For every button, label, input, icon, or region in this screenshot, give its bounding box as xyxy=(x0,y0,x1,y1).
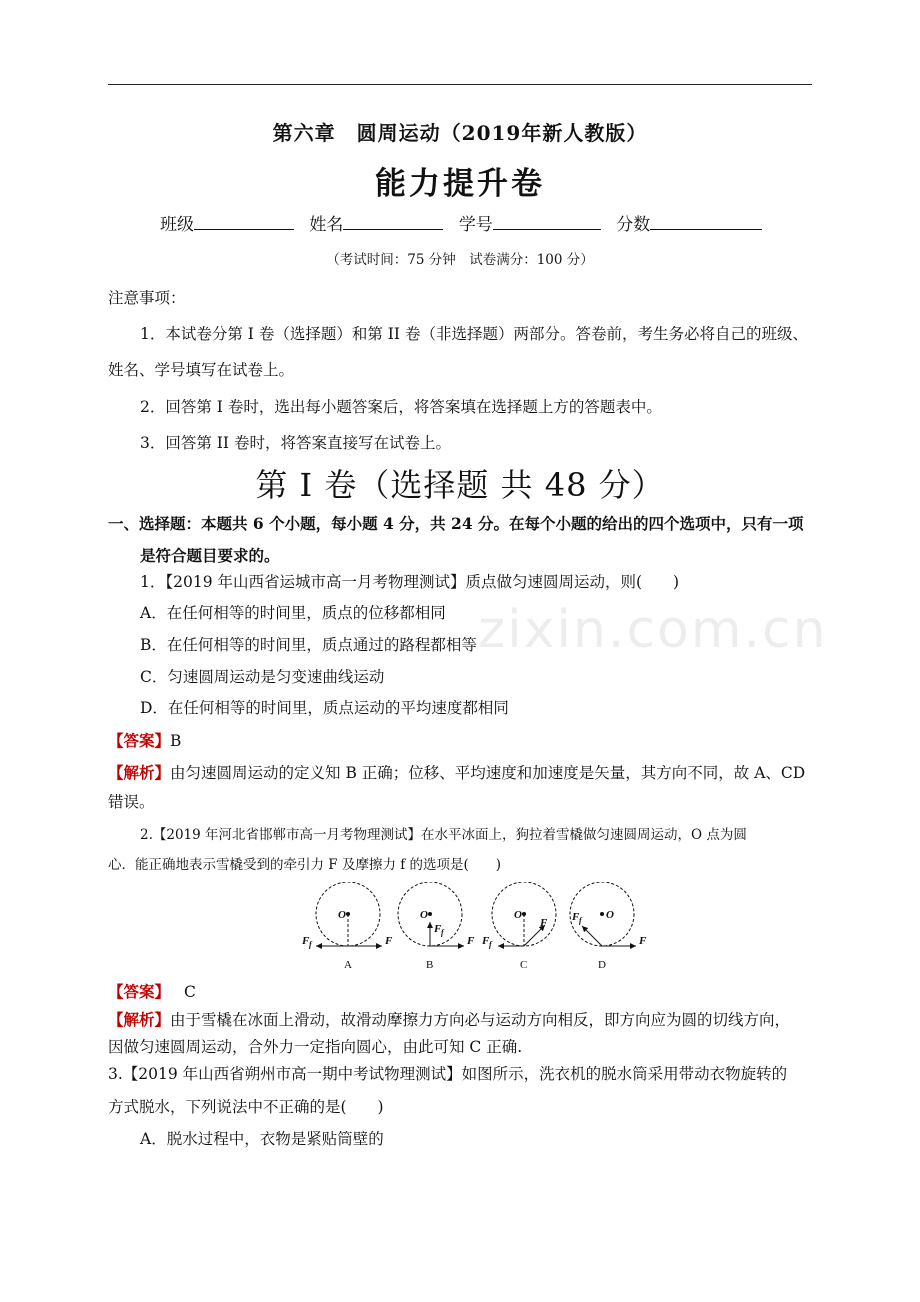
q1-analysis-text: 由匀速圆周运动的定义知 B 正确；位移、平均速度和加速度是矢量，其方向不同，故 A、CD xyxy=(170,764,806,782)
q1-answer xyxy=(108,730,181,752)
q1-option-b: B．在任何相等的时间里，质点通过的路程都相等 xyxy=(140,636,477,654)
q2-answer-tag: 【答案】 xyxy=(108,982,171,1001)
diagram-c-force-f: F xyxy=(482,935,490,947)
notice-item-1a: 1．本试卷分第 I 卷（选择题）和第 II 卷（非选择题）两部分。答卷前，考生务必将自己的班级、 xyxy=(140,325,808,343)
q3-option-a: A．脱水过程中，衣物是紧贴筒壁的 xyxy=(140,1130,384,1148)
chapter-title: 第六章 圆周运动（2019年新人教版） xyxy=(272,121,648,145)
diagram-d-center-label: O xyxy=(606,909,614,921)
section-title: 第 I 卷（选择题 共 48 分） xyxy=(255,466,665,504)
time-note: （考试时间：75 分钟 试卷满分：100 分） xyxy=(326,252,594,268)
q1-answer-tag: 【答案】 xyxy=(108,731,171,750)
diagram-a-force-f: F xyxy=(302,935,310,947)
q2-stem-1: 2.【2019 年河北省邯郸市高一月考物理测试】在水平冰面上，狗拉着雪橇做匀速圆周运动，O 点为圆 xyxy=(140,827,747,843)
q1-option-d: D．在任何相等的时间里，质点运动的平均速度都相同 xyxy=(140,699,509,717)
q1-option-c: C．匀速圆周运动是匀变速曲线运动 xyxy=(140,668,385,686)
diagram-d-force-f-sub: f xyxy=(579,916,582,925)
header-rule xyxy=(108,84,812,85)
field-score-blank[interactable] xyxy=(650,213,762,230)
notice-heading: 注意事项： xyxy=(108,289,186,307)
diagram-a-label: A xyxy=(344,959,352,971)
field-id-blank[interactable] xyxy=(493,213,601,230)
diagram-c-label: C xyxy=(520,959,528,971)
diagram-option-a xyxy=(301,882,393,971)
q1-option-a: A．在任何相等的时间里，质点的位移都相同 xyxy=(140,604,446,622)
field-name-blank[interactable] xyxy=(343,213,443,230)
diagram-b-force-f-sub: f xyxy=(441,928,444,937)
field-class-blank[interactable] xyxy=(194,213,294,230)
diagram-option-b xyxy=(398,882,475,971)
field-name-label: 姓名 xyxy=(309,215,344,235)
field-score-label: 分数 xyxy=(616,215,651,235)
diagram-a-center-label: O xyxy=(338,909,346,921)
q1-answer-value: B xyxy=(170,732,182,750)
section-instruction-2: 是符合题目要求的。 xyxy=(140,546,280,565)
q2-answer-value: C xyxy=(184,983,196,1001)
force-diagram xyxy=(296,882,656,974)
q1-analysis-2: 错误。 xyxy=(108,793,155,811)
q2-answer xyxy=(108,981,196,1003)
q1-analysis-tag: 【解析】 xyxy=(108,763,171,782)
q2-analysis-text: 由于雪橇在冰面上滑动，故滑动摩擦力方向必与运动方向相反，即方向应为圆的切线方向， xyxy=(170,1011,791,1029)
diagram-b-force-f: F xyxy=(434,923,442,935)
diagram-b-label: B xyxy=(426,959,434,971)
q2-analysis-tag: 【解析】 xyxy=(108,1010,171,1029)
diagram-a-force-f-sub: f xyxy=(309,940,312,949)
diagram-c-center-label: O xyxy=(514,909,522,921)
diagram-b-center-label: O xyxy=(420,909,428,921)
diagram-d-force-F: F xyxy=(639,935,647,947)
q1-stem: 1．【2019 年山西省运城市高一月考物理测试】质点做匀速圆周运动，则( ) xyxy=(140,573,680,591)
diagram-c-force-F: F xyxy=(540,917,548,929)
diagram-d-label: D xyxy=(598,959,606,971)
diagram-a-force-F: F xyxy=(385,935,393,947)
section-instruction-1: 一、选择题：本题共 6 个小题，每小题 4 分，共 24 分。在每个小题的给出的四个选项中，只有一项 xyxy=(108,514,804,533)
notice-item-2: 2．回答第 I 卷时，选出每小题答案后，将答案填在选择题上方的答题表中。 xyxy=(140,398,662,416)
diagram-option-c xyxy=(481,882,556,971)
diagram-b-force-F: F xyxy=(467,935,475,947)
field-class-label: 班级 xyxy=(160,215,194,235)
notice-item-1b: 姓名、学号填写在试卷上。 xyxy=(108,361,295,379)
paper-title: 能力提升卷 xyxy=(375,166,545,202)
q1-analysis-1 xyxy=(108,762,805,784)
q2-analysis-1 xyxy=(108,1009,790,1031)
diagram-c-force-f-sub: f xyxy=(489,940,492,949)
student-fields xyxy=(160,213,772,236)
q2-stem-2: 心．能正确地表示雪橇受到的牵引力 F 及摩擦力 f 的选项是( ) xyxy=(108,857,502,873)
q3-stem-2: 方式脱水，下列说法中不正确的是( ) xyxy=(108,1098,384,1116)
q2-analysis-2: 因做匀速圆周运动，合外力一定指向圆心，由此可知 C 正确. xyxy=(108,1038,523,1056)
field-id-label: 学号 xyxy=(458,215,493,235)
watermark: zixin.com.cn xyxy=(478,600,828,660)
q3-stem-1: 3.【2019 年山西省朔州市高一期中考试物理测试】如图所示，洗衣机的脱水筒采用带动衣物旋转的 xyxy=(108,1065,788,1083)
notice-item-3: 3．回答第 II 卷时，将答案直接写在试卷上。 xyxy=(140,434,451,452)
diagram-d-force-f: F xyxy=(572,911,580,923)
diagram-option-d xyxy=(570,882,647,971)
